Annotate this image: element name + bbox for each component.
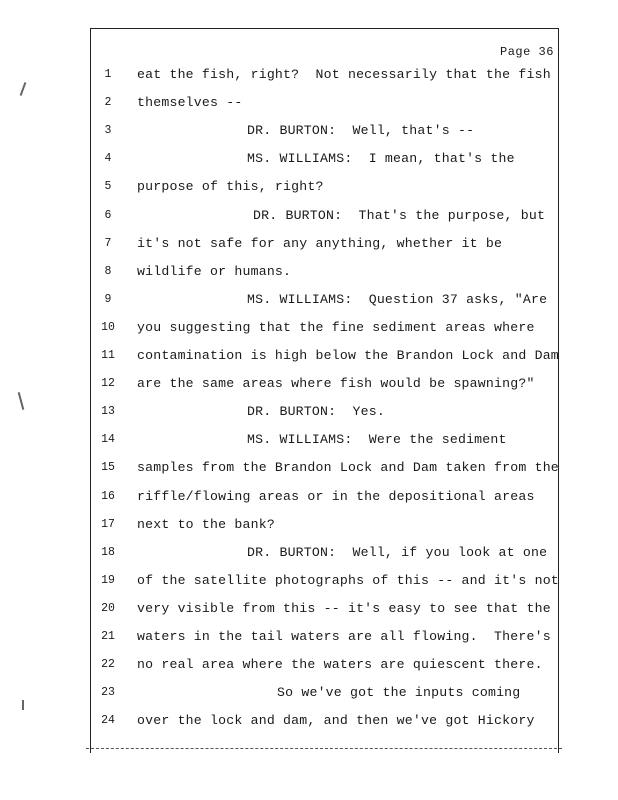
transcript-line: are the same areas where fish would be spawning?" [137,376,535,392]
line-number: 8 [104,264,112,278]
transcript-line: themselves -- [137,95,243,111]
transcript-line: MS. WILLIAMS: Were the sediment [247,432,507,448]
transcript-line: you suggesting that the fine sediment areas where [137,319,535,335]
line-number: 16 [101,489,115,503]
transcript-line: over the lock and dam, and then we've got Hickory [137,713,535,729]
line-number: 10 [101,320,115,334]
scan-speck [20,82,27,96]
page-bottom-edge [86,748,562,749]
transcript-line: next to the bank? [137,516,275,532]
transcript-line: contamination is high below the Brandon Lock and Dam [137,348,559,363]
scan-speck [18,392,25,410]
transcript-line: DR. BURTON: Well, if you look at one [247,544,548,560]
transcript-line: MS. WILLIAMS: Question 37 asks, "Are [247,291,548,307]
line-number: 3 [104,124,112,138]
transcript-line: riffle/flowing areas or in the depositional areas [137,488,535,504]
line-number: 1 [104,68,112,81]
line-number: 2 [104,96,112,110]
transcript-line: So we've got the inputs coming [277,685,521,701]
scan-speck [22,700,24,710]
transcript-line: purpose of this, right? [137,179,324,195]
line-number: 9 [104,292,112,306]
line-number: 4 [104,152,112,166]
line-number: 15 [101,461,115,475]
line-number: 12 [101,377,115,391]
line-number: 24 [101,714,115,728]
transcript-line: waters in the tail waters are all flowing. There's [137,629,551,644]
line-number: 6 [104,208,112,222]
line-number: 17 [101,517,115,531]
line-number: 14 [101,433,115,447]
line-number: 11 [101,349,115,362]
line-number: 20 [101,601,115,615]
line-number: 18 [101,545,115,559]
line-number: 7 [104,236,112,250]
line-number: 21 [101,630,115,643]
transcript-line: it's not safe for any anything, whether it be [137,235,503,251]
transcript-line: wildlife or humans. [137,263,292,279]
transcript-line: no real area where the waters are quiescent there. [137,657,543,673]
transcript-line: DR. BURTON: That's the purpose, but [253,207,546,223]
line-number: 5 [104,180,112,194]
line-number: 19 [101,573,115,587]
line-number: 13 [101,405,115,419]
transcript-line: DR. BURTON: Well, that's -- [247,123,475,139]
page-number: Page 36 [500,45,554,59]
transcript-line: of the satellite photographs of this -- and it's not [137,572,559,588]
transcript-line: very visible from this -- it's easy to see that the [137,600,551,616]
transcript-line: DR. BURTON: Yes. [247,404,385,420]
transcript-line: MS. WILLIAMS: I mean, that's the [247,151,515,167]
transcript-line: samples from the Brandon Lock and Dam taken from the [137,460,559,476]
transcript-line: eat the fish, right? Not necessarily that the fish [137,67,551,82]
line-number: 23 [101,686,115,700]
line-number: 22 [101,658,115,672]
